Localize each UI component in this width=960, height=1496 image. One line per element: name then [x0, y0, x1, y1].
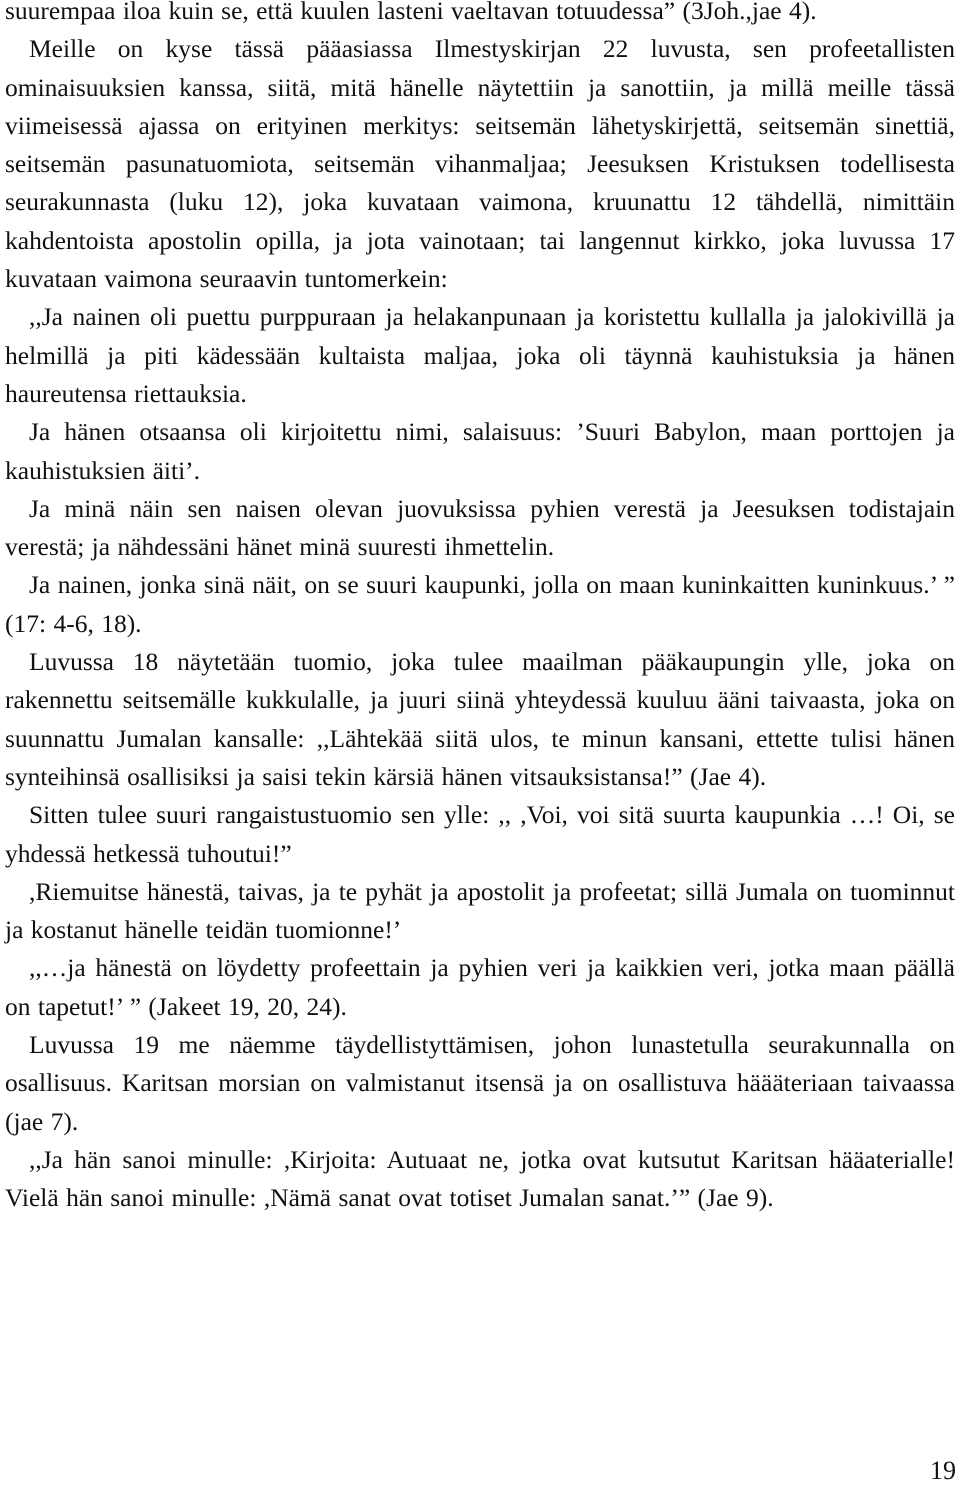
paragraph-1: suurempaa iloa kuin se, että kuulen lasteni vaeltavan totuudessa” (3Joh.,jae 4).: [5, 0, 817, 25]
paragraph-2: Meille on kyse tässä pääasiassa Ilmestyskirjan 22 luvusta, sen profeetallisten ominaisuuksien kanssa, siitä, mitä hänelle näytettiin ja sanottiin, ja millä meille tässä viimeisessä ajassa on erityinen merkitys: seitsemän lähetyskirjettä, seitsemän sinettiä, seitsemän pasunatuomiota, seitsemän vihanmaljaa; Jeesuksen Kristuksen todellisesta seurakunnasta (luku 12), joka kuvataan vaimona, kruunattu 12 tähdellä, nimittäin kahdentoista apostolin opilla, ja jota vainotaan; tai langennut kirkko, joka luvussa 17 kuvataan vaimona seuraavin tuntomerkein:: [5, 34, 955, 294]
paragraph-10: ,,…ja hänestä on löydetty profeettain ja pyhien veri ja kaikkien veri, jotka maan päällä on tapetut!’ ” (Jakeet 19, 20, 24).: [5, 953, 955, 1021]
paragraph-11: Luvussa 19 me näemme täydellistyttämisen, johon lunastetulla seurakunnalla on osallisuus. Karitsan morsian on valmistanut itsensä ja on osallistuva häääteriaan taivaassa (jae 7).: [5, 1030, 955, 1136]
paragraph-7: Luvussa 18 näytetään tuomio, joka tulee maailman pääkaupungin ylle, joka on rakennettu seitsemälle kukkulalle, ja juuri siinä yhteydessä kuuluu ääni taivaasta, joka on suunnattu Jumalan kansalle: ,,Lähtekää siitä ulos, te minun kansani, ettette tulisi hänen synteihinsä osallisiksi ja saisi tekin kärsiä hänen vitsauksistansa!” (Jae 4).: [5, 647, 955, 791]
paragraph-4: Ja hänen otsaansa oli kirjoitettu nimi, salaisuus: ’Suuri Babylon, maan porttojen ja kauhistuksien äiti’.: [5, 417, 955, 485]
paragraph-9: ,Riemuitse hänestä, taivas, ja te pyhät ja apostolit ja profeetat; sillä Jumala on tuominnut ja kostanut hänelle teidän tuomionne!’: [5, 876, 955, 945]
paragraph-8: Sitten tulee suuri rangaistustuomio sen ylle: ,, ,Voi, voi sitä suurta kaupunkia …! Oi, se yhdessä hetkessä tuhoutui!”: [5, 800, 955, 868]
paragraph-5: Ja minä näin sen naisen olevan juovuksissa pyhien verestä ja Jeesuksen todistajain verestä; ja nähdessäni hänet minä suuresti ihmettelin.: [5, 493, 955, 562]
page-number: 19: [930, 1456, 956, 1485]
paragraph-3: ,,Ja nainen oli puettu purppuraan ja helakanpunaan ja koristettu kullalla ja jalokivillä ja helmillä ja piti kädessään kultaista maljaa, joka oli täynnä kauhistuksia ja hänen haureutensa riettauksia.: [5, 302, 955, 408]
document-page: [5, 0, 955, 1218]
paragraph-6: Ja nainen, jonka sinä näit, on se suuri kaupunki, jolla on maan kuninkaitten kuninkuus.’ ” (17: 4-6, 18).: [5, 570, 955, 638]
paragraph-12: ,,Ja hän sanoi minulle: ,Kirjoita: Autuaat ne, jotka ovat kutsutut Karitsan hääaterialle! Vielä hän sanoi minulle: ,Nämä sanat ovat totiset Jumalan sanat.’” (Jae 9).: [5, 1144, 955, 1213]
